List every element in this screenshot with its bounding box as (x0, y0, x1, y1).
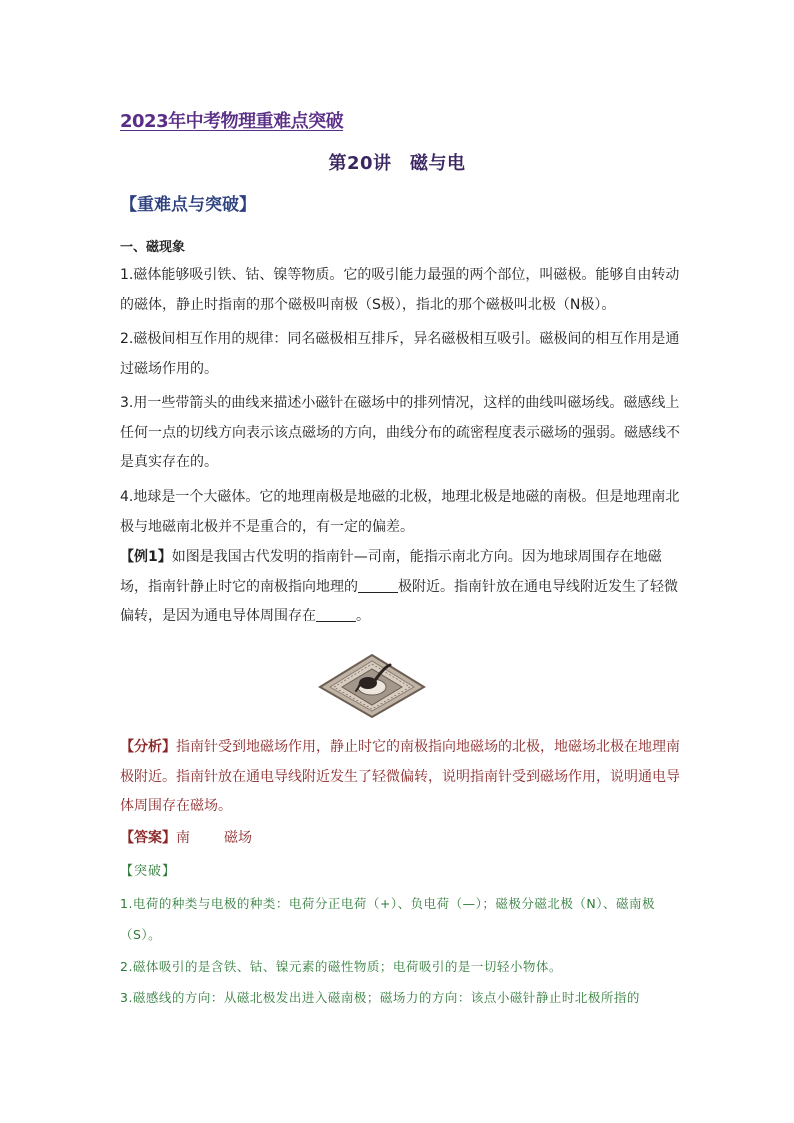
point-3: 3.用一些带箭头的曲线来描述小磁针在磁场中的排列情况，这样的曲线叫磁场线。磁感线上任何一点的切线方向表示该点磁场的方向，曲线分布的疏密程度表示磁场的强弱。磁感线不是真实存在的。 (120, 395, 680, 470)
example-text-part3: 。 (356, 608, 370, 624)
answer-label: 【答案】 (120, 830, 176, 846)
breakthrough-item-2: 2.磁体吸引的是含铁、钴、镍元素的磁性物质；电荷吸引的是一切轻小物体。 (120, 959, 562, 974)
lecture-title: 第20讲 磁与电 (328, 153, 466, 174)
example-question (120, 543, 680, 632)
sinan-compass-figure (316, 647, 428, 719)
answer-value-2: 磁场 (224, 830, 252, 846)
example-label: 【例1】 (120, 549, 172, 565)
document-header-title: 2023年中考物理重难点突破 (120, 111, 344, 132)
point-2: 2.磁极间相互作用的规律：同名磁极相互排斥，异名磁极相互吸引。磁极间的相互作用是通过磁场作用的。 (120, 331, 680, 377)
sinan-compass-icon (316, 647, 428, 719)
analysis-label: 【分析】 (120, 739, 176, 755)
section-heading: 【重难点与突破】 (120, 195, 256, 215)
answer-blank-1 (358, 578, 398, 593)
answer-line (120, 827, 252, 847)
answer-blank-2 (316, 607, 356, 622)
subsection-heading: 一、磁现象 (120, 240, 186, 255)
example-text-part2: 极附近。指南针放在通电导线附近发生了轻微偏转，是因为通电导体周围存在 (120, 578, 678, 624)
analysis-text: 指南针受到地磁场作用，静止时它的南极指向地磁场的北极，地磁场北极在地理南极附近。指南针放在通电导线附近发生了轻微偏转，说明指南针受到磁场作用，说明通电导体周围存在磁场。 (120, 739, 680, 814)
analysis-paragraph (120, 733, 680, 822)
point-4: 4.地球是一个大磁体。它的地理南极是地磁的北极，地理北极是地磁的南极。但是地理南北极与地磁南北极并不是重合的，有一定的偏差。 (120, 489, 680, 535)
example-text-part1: 如图是我国古代发明的指南针—司南，能指示南北方向。因为地球周围存在地磁场，指南针静止时它的南极指向地理的 (120, 549, 662, 595)
breakthrough-item-3: 3.磁感线的方向：从磁北极发出进入磁南极；磁场力的方向：该点小磁针静止时北极所指的 (120, 990, 640, 1005)
breakthrough-heading: 【突破】 (120, 864, 177, 879)
breakthrough-item-1: 1.电荷的种类与电极的种类：电荷分正电荷（+）、负电荷（—）；磁极分磁北极（N）、磁南极（S）。 (120, 896, 656, 942)
answer-value-1: 南 (176, 830, 190, 846)
point-1: 1.磁体能够吸引铁、钴、镍等物质。它的吸引能力最强的两个部位，叫磁极。能够自由转动的磁体，静止时指南的那个磁极叫南极（S极），指北的那个磁极叫北极（N极）。 (120, 267, 680, 313)
